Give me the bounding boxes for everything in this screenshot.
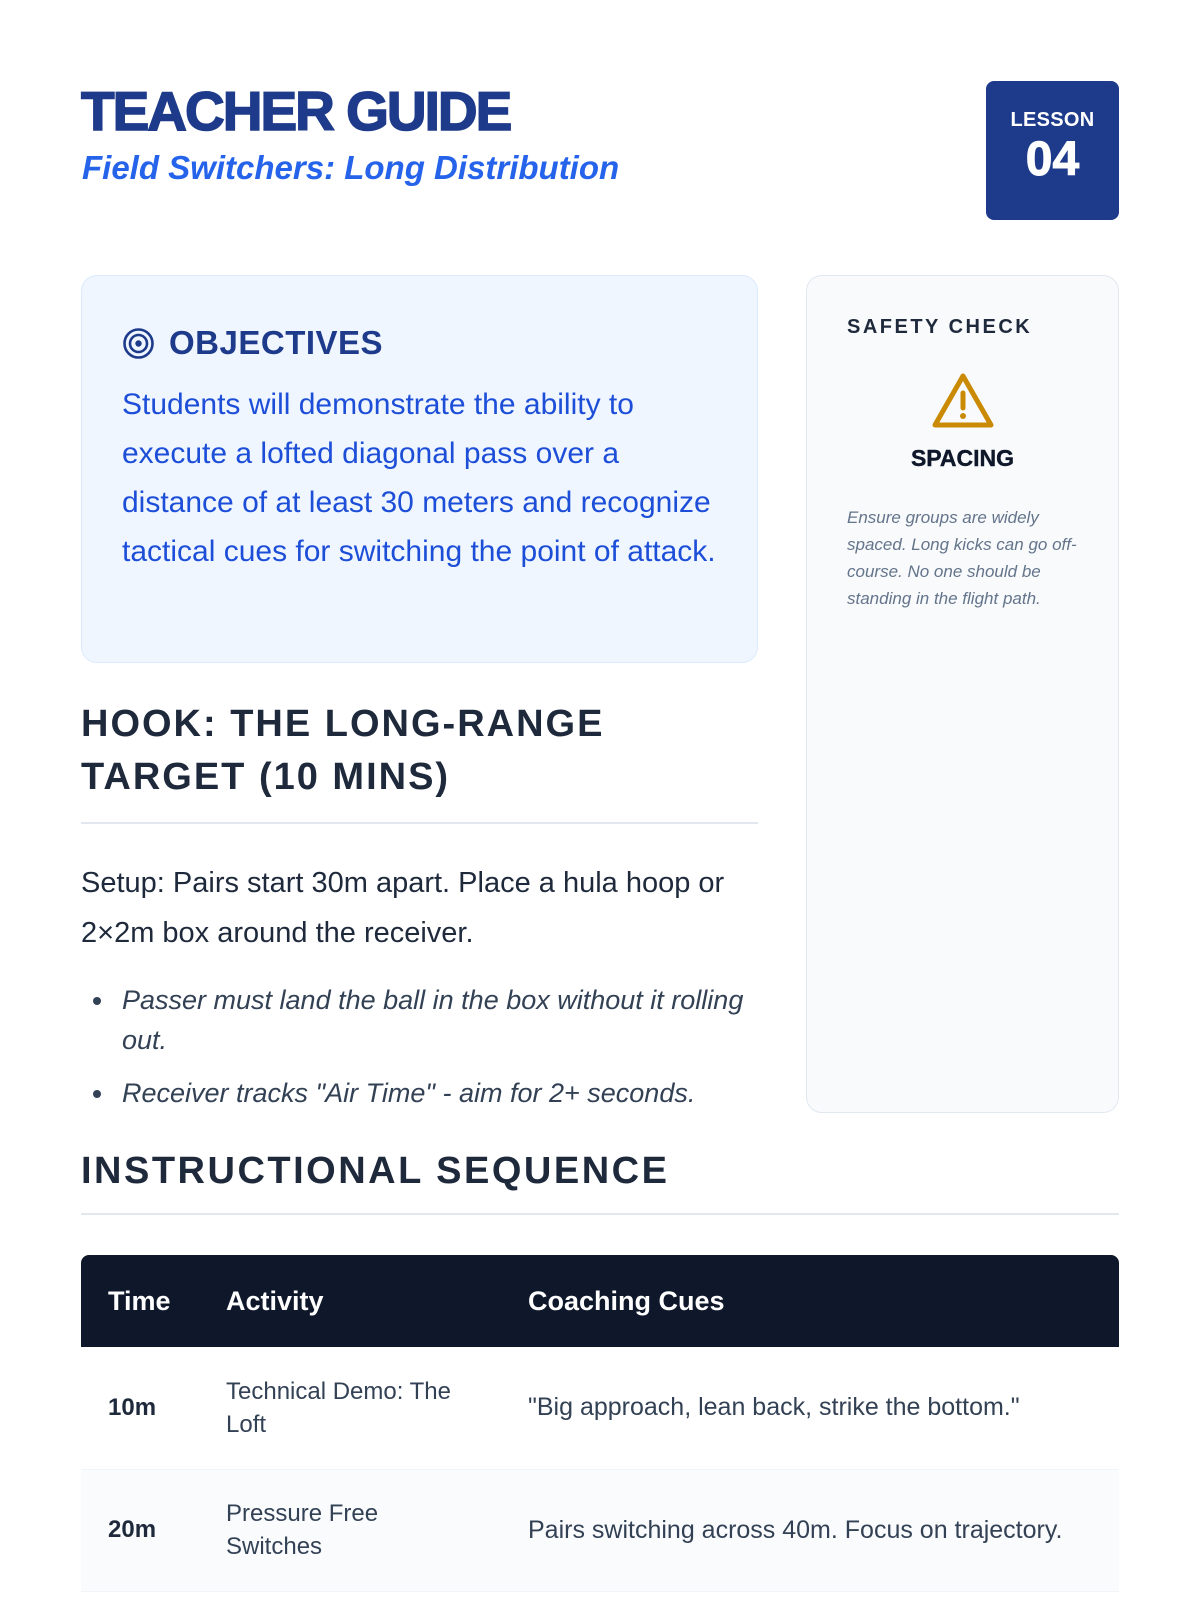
list-item: Receiver tracks "Air Time" - aim for 2+ seconds. [122,1073,758,1113]
safety-heading: SPACING [910,445,1015,471]
hook-title: HOOK: THE LONG-RANGE TARGET (10 MINS) [81,698,758,824]
lesson-label: LESSON [1010,109,1095,131]
page-title: TEACHER GUIDE [81,80,511,142]
instructional-sequence [81,1150,1119,1592]
row-coaching-cue: Pairs switching across 40m. Focus on trajectory. [501,1469,1119,1591]
warning-icon [931,371,995,431]
row-time: 20m [81,1469,199,1591]
list-item: Passer must land the ball in the box without it rolling out. [122,980,758,1060]
row-coaching-cue: "Big approach, lean back, strike the bottom." [501,1347,1119,1469]
target-icon [122,327,155,360]
row-activity: Pressure Free Switches [199,1469,501,1591]
hook-setup: Setup: Pairs start 30m apart. Place a hula hoop or 2×2m box around the receiver. [81,867,725,949]
header [81,0,1119,270]
row-time: 10m [81,1347,199,1469]
objectives-heading [122,324,717,362]
page-subtitle: Field Switchers: Long Distribution [82,149,620,186]
column-header-time: Time [108,1285,171,1316]
column-header-activity: Activity [226,1285,324,1316]
hook-bullets [81,980,758,1113]
lesson-badge [986,81,1119,220]
objectives-text: Students will demonstrate the ability to execute a lofted diagonal pass over a distance of at least 30 meters and recognize tactical cues for switching the point of attack. [122,388,716,568]
safety-title: SAFETY CHECK [847,316,1033,338]
lesson-number: 04 [1025,133,1080,186]
table-row [81,1347,1119,1469]
objectives-card [81,275,758,663]
column-header-coaching-cues: Coaching Cues [528,1285,725,1316]
sequence-title: INSTRUCTIONAL SEQUENCE [81,1150,1119,1215]
safety-check-card [806,275,1119,1113]
main-columns [81,270,1119,1150]
hook-section [81,698,758,1126]
sequence-table [81,1255,1119,1592]
table-header-row [81,1255,1119,1347]
table-row [81,1469,1119,1591]
objectives-label: OBJECTIVES [169,324,384,361]
row-activity: Technical Demo: The Loft [199,1347,501,1469]
safety-text: Ensure groups are widely spaced. Long kicks can go off-course. No one should be standing in the flight path. [847,508,1077,608]
